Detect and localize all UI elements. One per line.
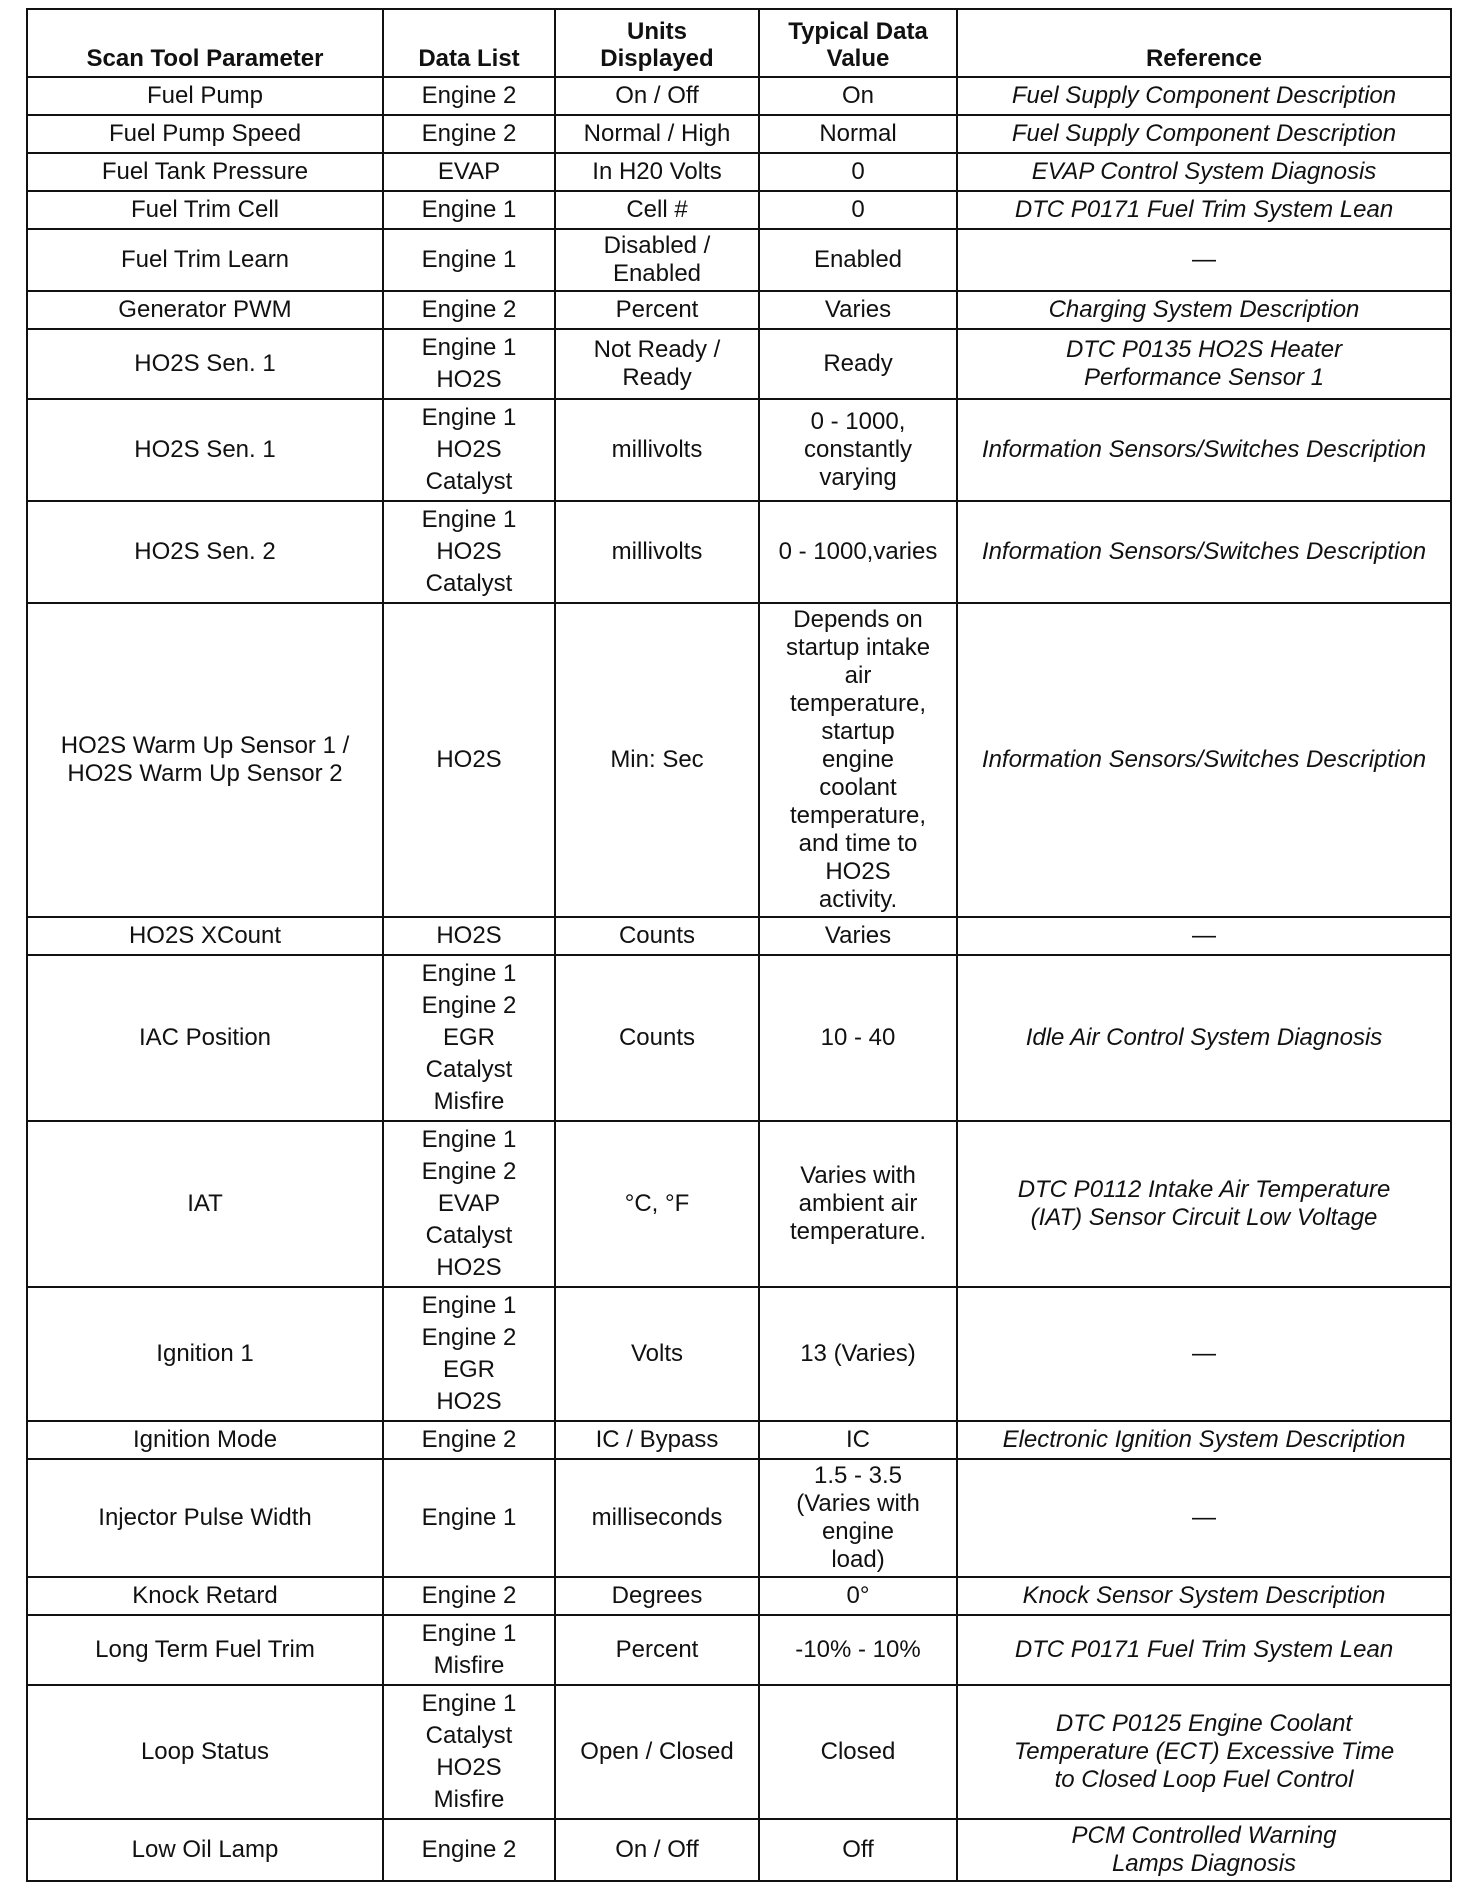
cell-reference bbox=[957, 1121, 1451, 1287]
data-list-entry: EVAP bbox=[437, 158, 501, 185]
cell-units-displayed bbox=[555, 291, 759, 329]
cell-units-displayed bbox=[555, 1421, 759, 1459]
parameter-text: HO2S Warm Up Sensor 1 / HO2S Warm Up Sensor 2 bbox=[60, 732, 350, 787]
table-body bbox=[27, 77, 1451, 1881]
cell-units-displayed bbox=[555, 917, 759, 955]
cell-parameter bbox=[27, 1615, 383, 1685]
cell-parameter bbox=[27, 1287, 383, 1421]
header-scan-tool-parameter: Scan Tool Parameter bbox=[27, 9, 383, 77]
units-text: On / Off bbox=[615, 1836, 699, 1863]
data-list-entry: Engine 1 bbox=[421, 404, 517, 431]
cell-data-list bbox=[383, 77, 555, 115]
cell-data-list bbox=[383, 1819, 555, 1881]
cell-data-list bbox=[383, 1421, 555, 1459]
units-text: Normal / High bbox=[583, 120, 731, 147]
typical-value-text: Closed bbox=[820, 1738, 896, 1765]
data-list-entry: Engine 1 bbox=[421, 1126, 517, 1153]
table-row bbox=[27, 1615, 1451, 1685]
cell-reference bbox=[957, 1615, 1451, 1685]
parameter-text: IAT bbox=[187, 1190, 223, 1217]
units-text: Counts bbox=[618, 922, 696, 949]
cell-typical-data-value bbox=[759, 153, 957, 191]
table-row bbox=[27, 153, 1451, 191]
cell-reference bbox=[957, 1819, 1451, 1881]
table-row bbox=[27, 115, 1451, 153]
units-text: Open / Closed bbox=[580, 1738, 734, 1765]
cell-units-displayed bbox=[555, 1819, 759, 1881]
cell-reference bbox=[957, 603, 1451, 917]
reference-text: — bbox=[1192, 922, 1216, 949]
cell-data-list bbox=[383, 399, 555, 501]
cell-typical-data-value bbox=[759, 501, 957, 603]
data-list-entry: Engine 2 bbox=[421, 120, 517, 147]
cell-reference bbox=[957, 1685, 1451, 1819]
data-list-entry: HO2S bbox=[436, 922, 502, 949]
cell-typical-data-value bbox=[759, 1577, 957, 1615]
cell-parameter bbox=[27, 153, 383, 191]
cell-data-list bbox=[383, 955, 555, 1121]
data-list-entry: HO2S bbox=[436, 538, 502, 565]
reference-text: DTC P0171 Fuel Trim System Lean bbox=[1014, 1636, 1394, 1663]
data-list-entry: Engine 1 bbox=[421, 1620, 517, 1647]
cell-typical-data-value bbox=[759, 1685, 957, 1819]
units-text: Cell # bbox=[626, 196, 688, 223]
typical-value-text: 0 bbox=[851, 196, 865, 223]
table-row bbox=[27, 77, 1451, 115]
cell-units-displayed bbox=[555, 1615, 759, 1685]
parameter-text: Fuel Pump Speed bbox=[108, 120, 302, 147]
data-list-entry: Engine 1 bbox=[421, 196, 517, 223]
reference-text: Fuel Supply Component Description bbox=[1011, 82, 1397, 109]
data-list-entry: Engine 1 bbox=[421, 1504, 517, 1531]
reference-text: Idle Air Control System Diagnosis bbox=[1025, 1024, 1383, 1051]
units-text: Percent bbox=[615, 296, 699, 323]
reference-text: Information Sensors/Switches Description bbox=[981, 746, 1427, 773]
table-row bbox=[27, 1577, 1451, 1615]
cell-reference bbox=[957, 77, 1451, 115]
cell-data-list bbox=[383, 603, 555, 917]
cell-parameter bbox=[27, 1819, 383, 1881]
table-row bbox=[27, 1819, 1451, 1881]
cell-typical-data-value bbox=[759, 917, 957, 955]
data-list-entry: Misfire bbox=[433, 1652, 505, 1679]
cell-reference bbox=[957, 917, 1451, 955]
cell-parameter bbox=[27, 291, 383, 329]
header-row bbox=[27, 9, 1451, 77]
cell-units-displayed bbox=[555, 955, 759, 1121]
parameter-text: Ignition Mode bbox=[132, 1426, 278, 1453]
data-list-entry: EGR bbox=[442, 1024, 495, 1051]
reference-text: — bbox=[1192, 246, 1216, 273]
cell-data-list bbox=[383, 1615, 555, 1685]
cell-reference bbox=[957, 1459, 1451, 1577]
data-list-entry: Catalyst bbox=[425, 1722, 513, 1749]
parameter-text: Knock Retard bbox=[132, 1582, 278, 1609]
cell-data-list bbox=[383, 191, 555, 229]
reference-text: DTC P0135 HO2S Heater Performance Sensor 1 bbox=[1065, 336, 1343, 391]
cell-parameter bbox=[27, 77, 383, 115]
typical-value-text: On bbox=[841, 82, 874, 109]
parameter-text: Loop Status bbox=[140, 1738, 270, 1765]
data-list-entry: Engine 2 bbox=[421, 1836, 517, 1863]
parameter-text: Fuel Tank Pressure bbox=[101, 158, 309, 185]
parameter-text: Fuel Trim Learn bbox=[120, 246, 290, 273]
parameter-text: HO2S Sen. 1 bbox=[134, 350, 276, 377]
units-text: °C, °F bbox=[624, 1190, 690, 1217]
data-list-entry: Misfire bbox=[433, 1088, 505, 1115]
units-text: millivolts bbox=[611, 436, 703, 463]
data-list-entry: Engine 2 bbox=[421, 1324, 517, 1351]
cell-units-displayed bbox=[555, 603, 759, 917]
typical-value-text: 10 - 40 bbox=[820, 1024, 896, 1051]
cell-reference bbox=[957, 1577, 1451, 1615]
cell-units-displayed bbox=[555, 399, 759, 501]
typical-value-text: Varies bbox=[824, 922, 892, 949]
units-text: Min: Sec bbox=[610, 746, 704, 773]
cell-units-displayed bbox=[555, 1577, 759, 1615]
data-list-entry: Catalyst bbox=[425, 1222, 513, 1249]
units-text: Counts bbox=[618, 1024, 696, 1051]
table-row bbox=[27, 1421, 1451, 1459]
reference-text: Information Sensors/Switches Description bbox=[981, 436, 1427, 463]
data-list-entry: Catalyst bbox=[425, 570, 513, 597]
header-units-text: Units Displayed bbox=[600, 18, 714, 72]
cell-typical-data-value bbox=[759, 329, 957, 399]
cell-data-list bbox=[383, 229, 555, 291]
cell-parameter bbox=[27, 191, 383, 229]
cell-parameter bbox=[27, 955, 383, 1121]
cell-units-displayed bbox=[555, 1459, 759, 1577]
reference-text: Electronic Ignition System Description bbox=[1002, 1426, 1406, 1453]
cell-data-list bbox=[383, 1287, 555, 1421]
cell-units-displayed bbox=[555, 1287, 759, 1421]
cell-typical-data-value bbox=[759, 115, 957, 153]
table-row bbox=[27, 399, 1451, 501]
table-row bbox=[27, 329, 1451, 399]
data-list-entry: Engine 1 bbox=[421, 506, 517, 533]
cell-units-displayed bbox=[555, 229, 759, 291]
cell-typical-data-value bbox=[759, 1421, 957, 1459]
units-text: Volts bbox=[630, 1340, 684, 1367]
data-list-entry: HO2S bbox=[436, 1254, 502, 1281]
cell-typical-data-value bbox=[759, 399, 957, 501]
reference-text: DTC P0171 Fuel Trim System Lean bbox=[1014, 196, 1394, 223]
cell-typical-data-value bbox=[759, 191, 957, 229]
units-text: Degrees bbox=[611, 1582, 703, 1609]
cell-typical-data-value bbox=[759, 603, 957, 917]
cell-reference bbox=[957, 1287, 1451, 1421]
cell-data-list bbox=[383, 917, 555, 955]
cell-data-list bbox=[383, 1121, 555, 1287]
header-data-list: Data List bbox=[383, 9, 555, 77]
cell-units-displayed bbox=[555, 501, 759, 603]
typical-value-text: Varies bbox=[824, 296, 892, 323]
typical-value-text: 0° bbox=[846, 1582, 870, 1609]
data-list-entry: Engine 1 bbox=[421, 960, 517, 987]
typical-value-text: IC bbox=[846, 1426, 870, 1453]
cell-reference bbox=[957, 399, 1451, 501]
table-row bbox=[27, 603, 1451, 917]
data-list-entry: HO2S bbox=[436, 746, 502, 773]
reference-text: Information Sensors/Switches Description bbox=[981, 538, 1427, 565]
data-list-entry: Engine 2 bbox=[421, 992, 517, 1019]
cell-data-list bbox=[383, 501, 555, 603]
parameter-text: Long Term Fuel Trim bbox=[95, 1636, 315, 1663]
header-units-displayed bbox=[555, 9, 759, 77]
document-page bbox=[26, 8, 1450, 1882]
cell-reference bbox=[957, 229, 1451, 291]
cell-data-list bbox=[383, 291, 555, 329]
table-row bbox=[27, 291, 1451, 329]
table-row bbox=[27, 1121, 1451, 1287]
units-text: Percent bbox=[615, 1636, 699, 1663]
cell-parameter bbox=[27, 1685, 383, 1819]
units-text: On / Off bbox=[615, 82, 699, 109]
parameter-text: Low Oil Lamp bbox=[131, 1836, 279, 1863]
table-row bbox=[27, 191, 1451, 229]
cell-units-displayed bbox=[555, 153, 759, 191]
typical-value-text: Off bbox=[842, 1836, 874, 1863]
cell-units-displayed bbox=[555, 1121, 759, 1287]
parameter-text: HO2S Sen. 2 bbox=[134, 538, 276, 565]
cell-data-list bbox=[383, 115, 555, 153]
cell-units-displayed bbox=[555, 1685, 759, 1819]
units-text: millivolts bbox=[611, 538, 703, 565]
cell-reference bbox=[957, 955, 1451, 1121]
cell-typical-data-value bbox=[759, 955, 957, 1121]
parameter-text: IAC Position bbox=[138, 1024, 272, 1051]
data-list-entry: Engine 1 bbox=[421, 1690, 517, 1717]
cell-data-list bbox=[383, 1459, 555, 1577]
cell-typical-data-value bbox=[759, 1615, 957, 1685]
parameter-text: HO2S Sen. 1 bbox=[134, 436, 276, 463]
units-text: Not Ready / Ready bbox=[593, 336, 721, 391]
cell-reference bbox=[957, 291, 1451, 329]
cell-parameter bbox=[27, 1459, 383, 1577]
data-list-entry: Engine 2 bbox=[421, 1582, 517, 1609]
table-row bbox=[27, 955, 1451, 1121]
cell-reference bbox=[957, 501, 1451, 603]
typical-value-text: 1.5 - 3.5 (Varies with engine load) bbox=[796, 1462, 920, 1573]
cell-typical-data-value bbox=[759, 1121, 957, 1287]
cell-reference bbox=[957, 1421, 1451, 1459]
units-text: Disabled / Enabled bbox=[603, 232, 711, 287]
typical-value-text: Varies with ambient air temperature. bbox=[789, 1162, 927, 1245]
data-list-entry: HO2S bbox=[436, 1388, 502, 1415]
cell-parameter bbox=[27, 1421, 383, 1459]
typical-value-text: 0 bbox=[851, 158, 865, 185]
reference-text: — bbox=[1192, 1340, 1216, 1367]
cell-typical-data-value bbox=[759, 1287, 957, 1421]
typical-value-text: Ready bbox=[823, 350, 893, 377]
data-list-entry: HO2S bbox=[436, 436, 502, 463]
cell-parameter bbox=[27, 501, 383, 603]
data-list-entry: Engine 2 bbox=[421, 1426, 517, 1453]
data-list-entry: Engine 1 bbox=[421, 334, 517, 361]
table-row bbox=[27, 229, 1451, 291]
reference-text: — bbox=[1192, 1504, 1216, 1531]
cell-data-list bbox=[383, 1685, 555, 1819]
data-list-entry: HO2S bbox=[436, 1754, 502, 1781]
data-list-entry: Engine 2 bbox=[421, 296, 517, 323]
data-list-entry: Engine 1 bbox=[421, 1292, 517, 1319]
header-typical-text: Typical Data Value bbox=[788, 18, 928, 72]
typical-value-text: Enabled bbox=[813, 246, 903, 273]
cell-reference bbox=[957, 329, 1451, 399]
parameter-text: Fuel Pump bbox=[146, 82, 264, 109]
cell-units-displayed bbox=[555, 329, 759, 399]
cell-reference bbox=[957, 115, 1451, 153]
reference-text: DTC P0125 Engine Coolant Temperature (ECT) Excessive Time to Closed Loop Fuel Control bbox=[1013, 1710, 1395, 1793]
scan-tool-data-table bbox=[26, 8, 1452, 1882]
cell-parameter bbox=[27, 917, 383, 955]
table-row bbox=[27, 501, 1451, 603]
cell-parameter bbox=[27, 229, 383, 291]
table-row bbox=[27, 1287, 1451, 1421]
table-row bbox=[27, 917, 1451, 955]
cell-parameter bbox=[27, 399, 383, 501]
cell-units-displayed bbox=[555, 191, 759, 229]
cell-parameter bbox=[27, 329, 383, 399]
cell-parameter bbox=[27, 1577, 383, 1615]
reference-text: Charging System Description bbox=[1048, 296, 1360, 323]
table-row bbox=[27, 1459, 1451, 1577]
cell-typical-data-value bbox=[759, 229, 957, 291]
cell-reference bbox=[957, 153, 1451, 191]
data-list-entry: Engine 2 bbox=[421, 1158, 517, 1185]
cell-data-list bbox=[383, 329, 555, 399]
typical-value-text: 0 - 1000, constantly varying bbox=[803, 408, 913, 491]
typical-value-text: 0 - 1000,varies bbox=[778, 538, 938, 565]
parameter-text: Fuel Trim Cell bbox=[130, 196, 280, 223]
cell-typical-data-value bbox=[759, 1819, 957, 1881]
units-text: milliseconds bbox=[591, 1504, 723, 1531]
typical-value-text: -10% - 10% bbox=[795, 1636, 921, 1663]
typical-value-text: Normal bbox=[819, 120, 897, 147]
cell-typical-data-value bbox=[759, 1459, 957, 1577]
cell-data-list bbox=[383, 153, 555, 191]
cell-typical-data-value bbox=[759, 291, 957, 329]
table-row bbox=[27, 1685, 1451, 1819]
data-list-entry: Catalyst bbox=[425, 1056, 513, 1083]
data-list-entry: EGR bbox=[442, 1356, 495, 1383]
reference-text: PCM Controlled Warning Lamps Diagnosis bbox=[1071, 1822, 1337, 1877]
typical-value-text: Depends on startup intake air temperature, startup engine coolant temperature, and time to HO2S activity. bbox=[785, 606, 931, 913]
header-reference: Reference bbox=[957, 9, 1451, 77]
cell-units-displayed bbox=[555, 115, 759, 153]
typical-value-text: 13 (Varies) bbox=[800, 1340, 916, 1367]
parameter-text: Generator PWM bbox=[118, 296, 292, 323]
data-list-entry: HO2S bbox=[436, 366, 502, 393]
parameter-text: Ignition 1 bbox=[156, 1340, 254, 1367]
cell-data-list bbox=[383, 1577, 555, 1615]
data-list-entry: Catalyst bbox=[425, 468, 513, 495]
cell-typical-data-value bbox=[759, 77, 957, 115]
data-list-entry: Engine 2 bbox=[421, 82, 517, 109]
parameter-text: HO2S XCount bbox=[128, 922, 282, 949]
reference-text: Fuel Supply Component Description bbox=[1011, 120, 1397, 147]
data-list-entry: Engine 1 bbox=[421, 246, 517, 273]
cell-parameter bbox=[27, 115, 383, 153]
parameter-text: Injector Pulse Width bbox=[98, 1504, 312, 1531]
units-text: In H20 Volts bbox=[592, 158, 722, 185]
data-list-entry: Misfire bbox=[433, 1786, 505, 1813]
data-list-entry: EVAP bbox=[437, 1190, 501, 1217]
units-text: IC / Bypass bbox=[595, 1426, 719, 1453]
reference-text: Knock Sensor System Description bbox=[1022, 1582, 1386, 1609]
reference-text: DTC P0112 Intake Air Temperature (IAT) Sensor Circuit Low Voltage bbox=[1017, 1176, 1391, 1231]
cell-reference bbox=[957, 191, 1451, 229]
header-typical-data-value bbox=[759, 9, 957, 77]
cell-parameter bbox=[27, 603, 383, 917]
cell-units-displayed bbox=[555, 77, 759, 115]
reference-text: EVAP Control System Diagnosis bbox=[1031, 158, 1377, 185]
cell-parameter bbox=[27, 1121, 383, 1287]
